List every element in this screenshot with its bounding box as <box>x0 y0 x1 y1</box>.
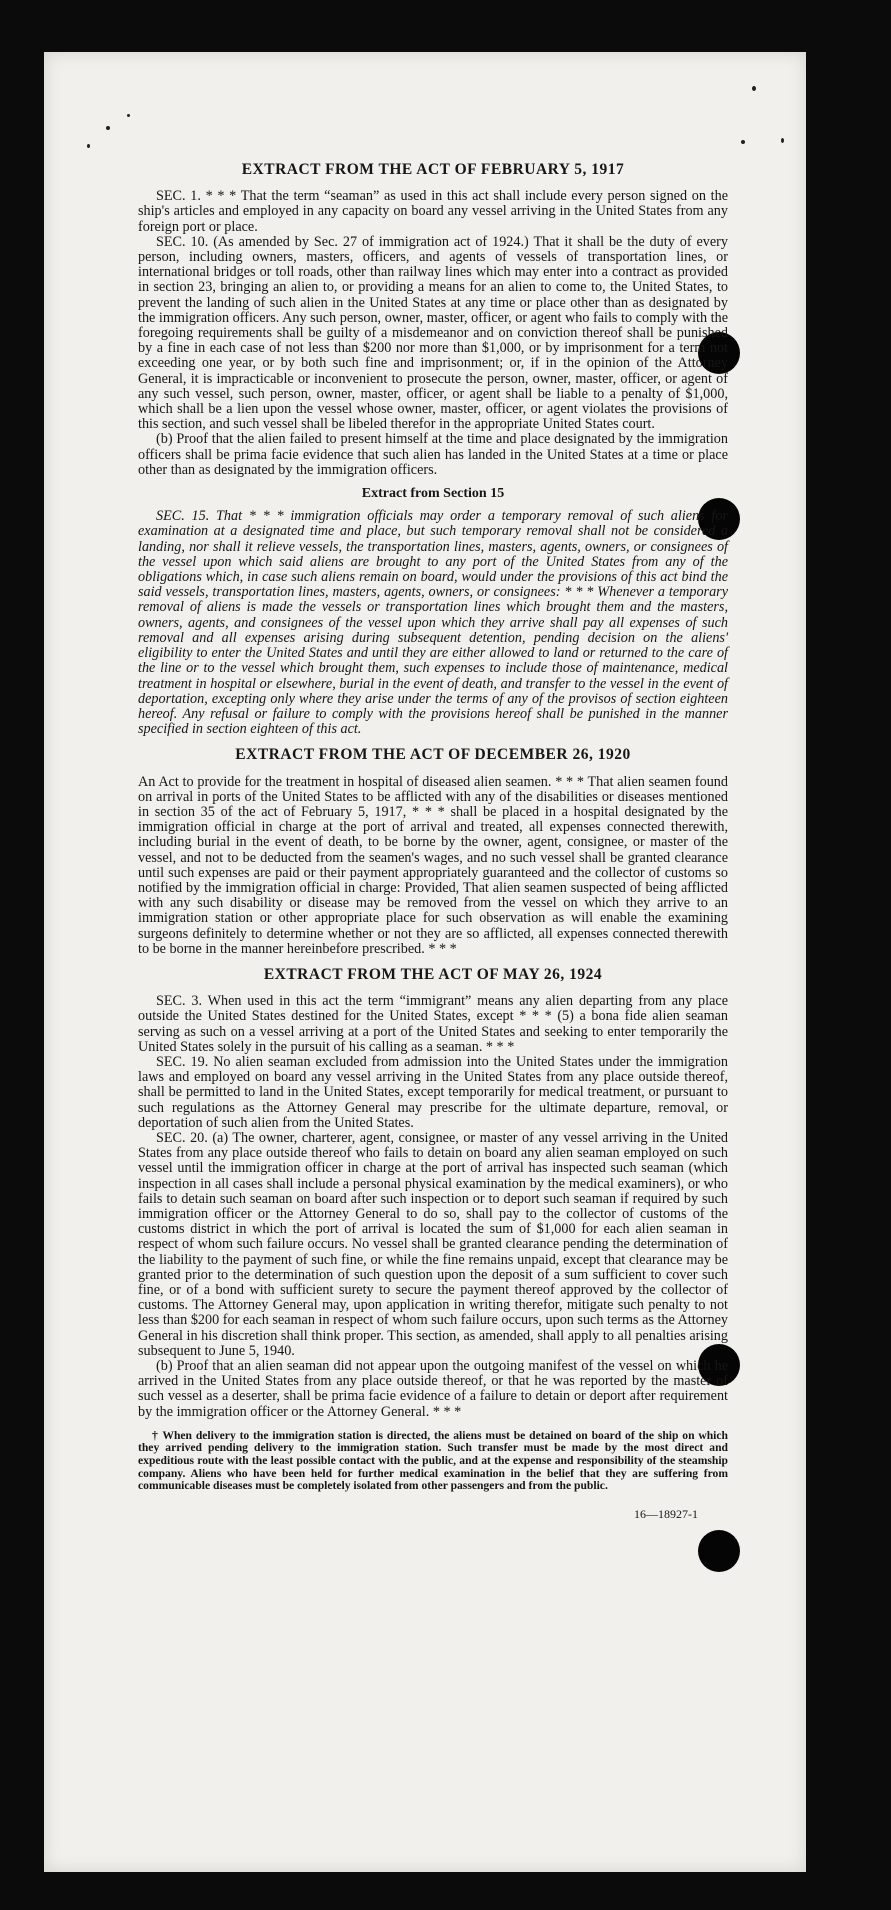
paragraph: An Act to provide for the treatment in hospital of diseased alien seamen. * * * That alien seamen found on arrival in ports of the United States to be afflicted with any of the disabilities or diseases mentioned in section 35 of the act of February 5, 1917, * * * shall be placed in a hospital designated by the immigration official in charge at the port of arrival and treated, all expenses connected therewith, including burial in the event of death, to be borne by the owner, agent, consignee, or master of the vessel, and not to be deducted from the seamen's wages, and no such vessel shall be granted clearance until such expenses are paid or their payment appropriately guaranteed and the collector of customs so notified by the immigration official in charge: Provided, That alien seamen suspected of being afflicted with any such disability or disease may be removed from the vessel on which they arrive to an immigration station or other appropriate place for such observation as will enable the examining surgeons definitely to determine whether or not they are so afflicted, all expenses connected therewith to be borne in the manner hereinbefore prescribed. * * * <box>138 773 728 957</box>
section-heading: EXTRACT FROM THE ACT OF MAY 26, 1924 <box>263 965 603 983</box>
paragraph: SEC. 10. (As amended by Sec. 27 of immigration act of 1924.) That it shall be the duty of every person, including owners, masters, officers, and agents of vessels of transportation lines, or international bridges or toll roads, other than railway lines which may enter into a contract as provided in section 23, bringing an alien to, or providing a means for an alien to come to, the United States, to prevent the landing of such alien in the United States at any time or place other than as designated by the immigration officers. Any such person, owner, master, officer, or agent who fails to comply with the foregoing requirements shall be guilty of a misdemeanor and on conviction thereof shall be punished by a fine in each case of not less than $200 nor more than $1,000, or by imprisonment for a term not exceeding one year, or by both such fine and imprisonment; or, if in the opinion of the Attorney General, it is impracticable or inconvenient to prosecute the person, owner, master, officer, or agent of any such vessel, such person, owner, master, officer, or agent shall be liable to a penalty of $1,000, which shall be a lien upon the vessel whose owner, master, officer, or agent violates the provisions of this section, and such vessel shall be libeled therefor in the appropriate United States court. <box>138 233 728 433</box>
section-heading: EXTRACT FROM THE ACT OF FEBRUARY 5, 1917 <box>241 161 625 178</box>
paragraph: SEC. 19. No alien seaman excluded from admission into the United States under the immigration laws and employed on board any vessel arriving in the United States from any place outside thereof, shall be permitted to land in the United States, except temporarily for medical treatment, or pursuant to such regulations as the Attorney General may prescribe for the ultimate departure, removal, or deportation of such alien from the United States. <box>138 1053 728 1131</box>
scan-speck <box>752 86 756 91</box>
paragraph: SEC. 20. (a) The owner, charterer, agent, consignee, or master of any vessel arriving in the United States from any place outside thereof who fails to detain on board any alien seaman employed on such vessel until the immigration officer in charge at the port of arrival has inspected such seaman (which inspection in all cases shall include a personal physical examination by the medical examiners), or who fails to detain such seaman on board after such inspection or to deport such seaman if required by such immigration officer or the Attorney General to do so, shall pay to the collector of customs of the customs district in which the port of arrival is located the sum of $1,000 for each alien seaman in respect of whom such failure occurs. No vessel shall be granted clearance pending the determination of the liability to the payment of such fine, or while the fine remains unpaid, except that clearance may be granted prior to the determination of such question upon the deposit of a sum sufficient to cover such fine, or of a bond with sufficient surety to secure the payment thereof approved by the collector of customs. The Attorney General may, upon application in writing therefor, mitigate such penalty to not less than $200 for each seaman in respect of whom such failure occurs, upon such terms as the Attorney General in his discretion shall think proper. This section, as amended, shall apply to all penalties arising subsequent to June 5, 1940. <box>138 1129 728 1359</box>
footnote-text: † When delivery to the immigration station is directed, the aliens must be detained on board of the ship on which they arrived pending delivery to the immigration station. Such transfer must be made by the most direct and expeditious route with the least possible contact with the public, and at the expense and responsibility of the steamship company. Aliens who have been held for further medical examination in the belief that they are suffering from communicable diseases must be completely isolated from other passengers and from the public. <box>138 1428 728 1493</box>
subheading: Extract from Section 15 <box>361 486 505 502</box>
scan-speck <box>87 144 90 148</box>
italic-paragraph: SEC. 15. That * * * immigration officials may order a temporary removal of such aliens for examination at a designated time and place, but such temporary removal shall not be considered a landing, nor shall it relieve vessels, the transportation lines, masters, agents, owners, or consignees of the vessel upon which said aliens are brought to any port of the United States from any of the obligations which, in case such aliens remain on board, would under the provisions of this act bind the said vessels, transportation lines, masters, agents, owners, or consignees: * * * Whenever a temporary removal of aliens is made the vessels or transportation lines which brought them and the masters, owners, agents, and consignees of the vessel upon which they arrive shall pay all expenses of such removal and all expenses arising during subsequent detention, pending decision on the aliens' eligibility to enter the United States and until they are either allowed to land or returned to the care of the line or to the vessel which brought them, such expenses to include those of maintenance, medical treatment in hospital or elsewhere, burial in the event of death, and transfer to the vessel in the event of deportation, excepting only where they arise under the terms of any of the provisos of section eighteen hereof. Any refusal or failure to comply with the provisions hereof shall be punished in the manner specified in section eighteen of this act. <box>138 508 728 738</box>
footnote <box>138 1430 728 1493</box>
paragraph: (b) Proof that the alien failed to present himself at the time and place designated by the immigration officers shall be prima facie evidence that such alien has landed in the United States at a time or place other than as designated by the immigration officers. <box>138 431 728 478</box>
paragraph: SEC. 1. * * * That the term “seaman” as used in this act shall include every person signed on the ship's articles and employed in any capacity on board any vessel arriving in the United States from any foreign port or place. <box>138 188 728 235</box>
paragraph: SEC. 3. When used in this act the term “immigrant” means any alien departing from any place outside the United States destined for the United States, except * * * (5) a bona fide alien seaman serving as such on a vessel arriving at a port of the United States and seeking to enter temporarily the United States solely in the pursuit of his calling as a seaman. * * * <box>138 993 728 1055</box>
page-number: 16—18927-1 <box>634 1506 698 1521</box>
document-page <box>44 52 806 1872</box>
scan-speck <box>741 140 745 144</box>
document-text <box>138 152 728 1522</box>
scan-speck <box>127 114 130 117</box>
scan-speck <box>106 126 110 130</box>
punch-hole <box>698 1530 740 1572</box>
scan-speck <box>781 138 784 143</box>
paragraph: (b) Proof that an alien seaman did not appear upon the outgoing manifest of the vessel on which he arrived in the United States from any place outside thereof, or that he was reported by the master of such vessel as a deserter, shall be prima facie evidence of a failure to detain or deport after requirement by the immigration officer or the Attorney General. * * * <box>138 1358 728 1420</box>
section-heading: EXTRACT FROM THE ACT OF DECEMBER 26, 1920 <box>235 746 631 764</box>
